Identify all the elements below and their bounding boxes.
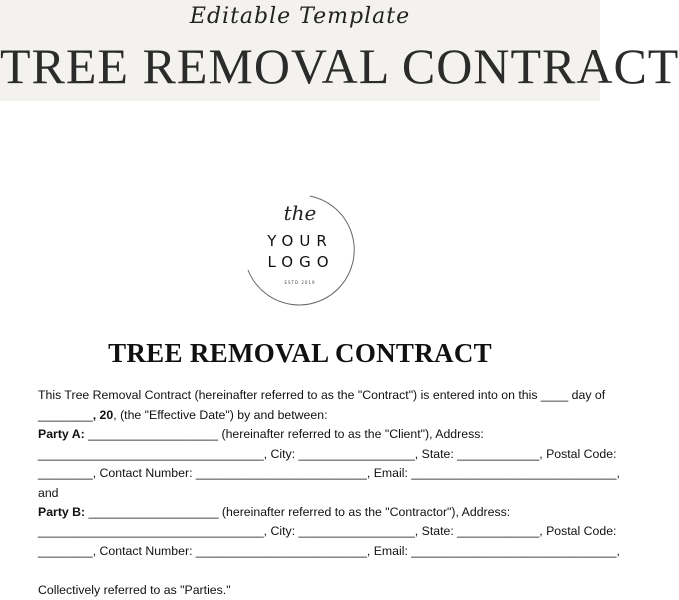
banner-title: TREE REMOVAL CONTRACT [0, 38, 679, 94]
logo-placeholder [240, 192, 360, 312]
banner-subtitle: Editable Template [189, 4, 411, 29]
logo-your-text: YOUR [267, 232, 333, 250]
header-banner [0, 0, 679, 101]
party-a-address-line: _________________________________, City: _________________, State: ____________, Postal Code: [38, 447, 617, 461]
document-title: TREE REMOVAL CONTRACT [108, 338, 492, 368]
party-a-label: Party A: [38, 427, 85, 441]
party-a-contact-line: ________, Contact Number: _________________________, Email: ______________________________, [38, 466, 620, 480]
collectively-text: Collectively referred to as "Parties." [38, 583, 231, 597]
logo-circle-icon [240, 192, 360, 312]
party-b-label: Party B: [38, 505, 86, 519]
party-b-address-line: _________________________________, City: _________________, State: ____________, Postal Code: [38, 524, 617, 538]
party-b-text: ___________________ (hereinafter referred to as the "Contractor"), Address: [85, 505, 511, 519]
party-b-contact-line: ________, Contact Number: _________________________, Email: ______________________________, [38, 544, 620, 558]
effective-date-text: , (the "Effective Date") by and between: [113, 408, 328, 422]
day-blank: ________ [38, 408, 93, 422]
logo-estd-text: ESTD 2019 [284, 280, 316, 285]
year-prefix: , 20 [92, 408, 114, 422]
party-a-text: ___________________ (hereinafter referred to as the "Client"), Address: [84, 427, 484, 441]
logo-logo-text: LOGO [267, 253, 335, 271]
intro-line-1: This Tree Removal Contract (hereinafter referred to as the "Contract") is entered into on this ____ day of [38, 388, 606, 402]
intro-line-2 [38, 407, 578, 423]
and-text: and [38, 486, 59, 500]
party-b-line [38, 504, 578, 520]
logo-the-text: the [283, 201, 317, 225]
party-a-line [38, 426, 578, 442]
